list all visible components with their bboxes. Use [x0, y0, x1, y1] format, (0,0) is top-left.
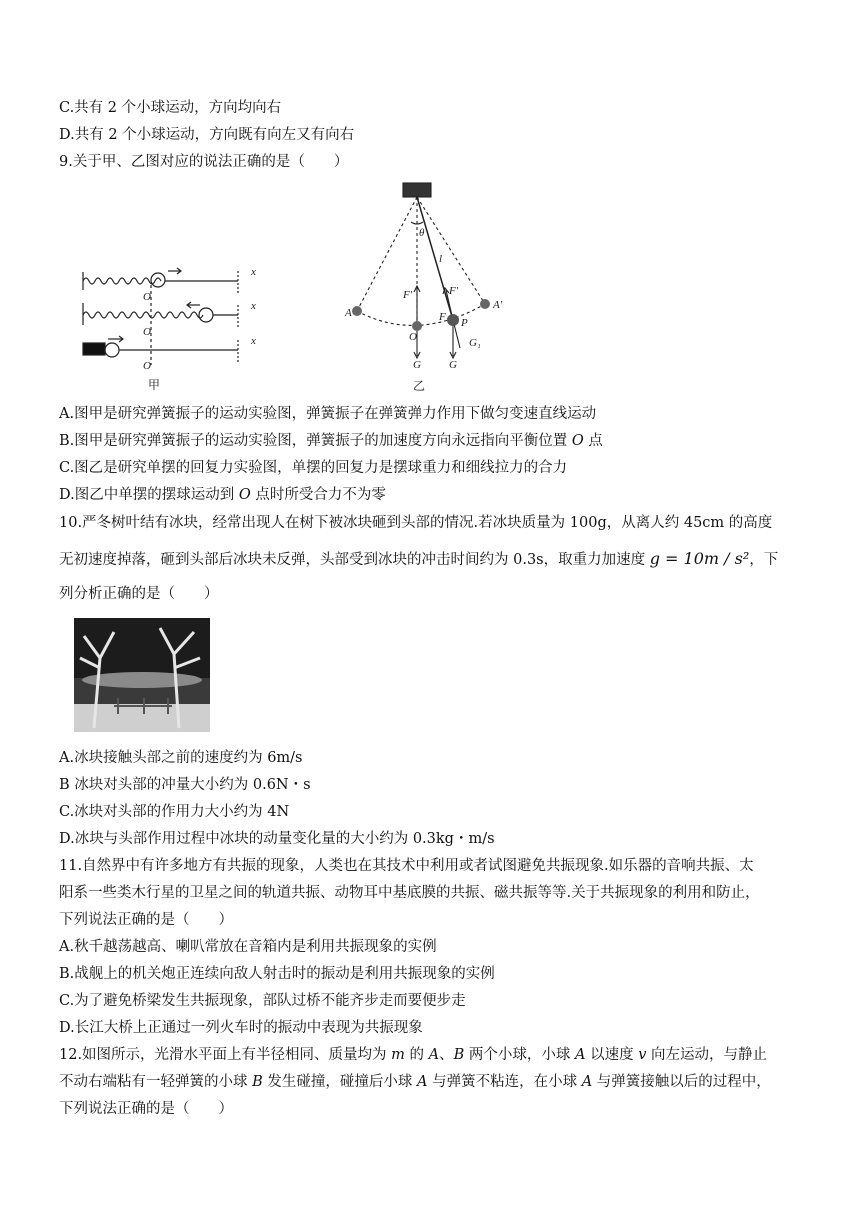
q9-option-a: A.图甲是研究弹簧振子的运动实验图，弹簧振子在弹簧弹力作用下做匀变速直线运动 — [59, 406, 597, 422]
label-F-prime-O: F' — [403, 289, 413, 301]
label-P: P — [461, 317, 468, 329]
x-label-1: x — [251, 266, 256, 278]
pendulum-string — [417, 197, 453, 320]
figure-jia-caption: 甲 — [148, 378, 161, 392]
q9-stem: 9.关于甲、乙图对应的说法正确的是（ ） — [59, 154, 349, 170]
q11-option-d: D.长江大桥上正通过一列火车时的振动中表现为共振现象 — [59, 1020, 423, 1036]
q10-stem-line1: 10.严冬树叶结有冰块，经常出现人在树下被冰块砸到头部的情况.若冰块质量为 100g，从离人约 45cm 的高度 — [59, 515, 773, 531]
label-G1: G₁ — [469, 337, 481, 349]
icy-tree-photo — [74, 618, 210, 732]
q9-option-b: B.图甲是研究弹簧振子的运动实验图，弹簧振子的加速度方向永远指向平衡位置 O 点 — [59, 433, 603, 449]
ball-A-prime — [480, 299, 490, 309]
gravity-formula: g = 10m / s² — [649, 549, 750, 568]
label-A-prime: A' — [493, 299, 503, 311]
q8-option-d: D.共有 2 个小球运动，方向既有向左又有向右 — [59, 127, 355, 143]
x-label-2: x — [251, 300, 256, 312]
pendulum-support — [403, 183, 431, 197]
q12-stem-line3: 下列说法正确的是（ ） — [59, 1101, 233, 1117]
label-G-O: G — [413, 359, 421, 371]
o-label-2: O — [143, 326, 151, 338]
ball-2 — [199, 308, 213, 322]
ball-3 — [105, 343, 119, 357]
q11-stem-line1: 11.自然界中有许多地方有共振的现象，人类也在其技术中利用或者试图避免共振现象.如乐器的音响共振、太 — [59, 858, 754, 874]
q11-option-b: B.战舰上的机关炮正连续向敌人射击时的振动是利用共振现象的实例 — [59, 966, 495, 982]
figure-yi-pendulum — [335, 178, 535, 400]
q9-option-c: C.图乙是研究单摆的回复力实验图，单摆的回复力是摆球重力和细线拉力的合力 — [59, 460, 568, 476]
ball-P — [447, 314, 459, 326]
label-G-P: G — [449, 359, 457, 371]
o-label-3: O — [143, 360, 151, 372]
ball-O — [412, 321, 422, 331]
compressed-spring-3 — [83, 343, 105, 355]
q11-option-a: A.秋千越荡越高、喇叭常放在音箱内是利用共振现象的实例 — [59, 939, 437, 955]
figure-yi-caption: 乙 — [413, 379, 426, 393]
label-l: l — [439, 253, 443, 265]
label-F: F — [439, 311, 446, 323]
q10-option-c: C.冰块对头部的作用力大小约为 4N — [59, 804, 290, 820]
label-theta: θ — [419, 227, 425, 239]
spring-1 — [83, 278, 161, 284]
o-label-1: O — [143, 291, 151, 303]
q10-stem-line3: 列分析正确的是（ ） — [59, 586, 219, 602]
q10-stem-line2: 无初速度掉落，砸到头部后冰块未反弹，头部受到冰块的冲击时间约为 0.3s，取重力加速度 g = 10m / s²，下 — [59, 549, 779, 568]
ball-1 — [151, 273, 165, 287]
q12-stem-line1: 12.如图所示，光滑水平面上有半径相同、质量均为 m 的 A、B 两个小球，小球 A 以速度 v 向左运动，与静止 — [59, 1047, 768, 1063]
q10-option-d: D.冰块与头部作用过程中冰块的动量变化量的大小约为 0.3kg・m/s — [59, 831, 495, 847]
label-F-prime-P: F' — [449, 285, 459, 297]
label-A: A — [345, 307, 352, 319]
x-label-3: x — [251, 335, 256, 347]
q11-stem-line2: 阳系一些类木行星的卫星之间的轨道共振、动物耳中基底膜的共振、磁共振等等.关于共振现象的利用和防止， — [59, 885, 760, 901]
figure-jia-spring-oscillator — [78, 255, 268, 395]
q8-option-c: C.共有 2 个小球运动，方向均向右 — [59, 100, 282, 116]
q11-option-c: C.为了避免桥梁发生共振现象，部队过桥不能齐步走而要便步走 — [59, 993, 466, 1009]
q10-option-a: A.冰块接触头部之前的速度约为 6m/s — [59, 750, 303, 766]
q12-stem-line2: 不动右端粘有一轻弹簧的小球 B 发生碰撞，碰撞后小球 A 与弹簧不粘连，在小球 A 与弹簧接触以后的过程中， — [59, 1074, 771, 1090]
label-O: O — [409, 331, 417, 343]
ball-A — [352, 306, 362, 316]
q9-option-d: D.图乙中单摆的摆球运动到 O 点时所受合力不为零 — [59, 487, 386, 503]
spring-2 — [83, 312, 203, 318]
q11-stem-line3: 下列说法正确的是（ ） — [59, 912, 233, 928]
q10-option-b: B 冰块对头部的冲量大小约为 0.6N・s — [59, 777, 311, 793]
